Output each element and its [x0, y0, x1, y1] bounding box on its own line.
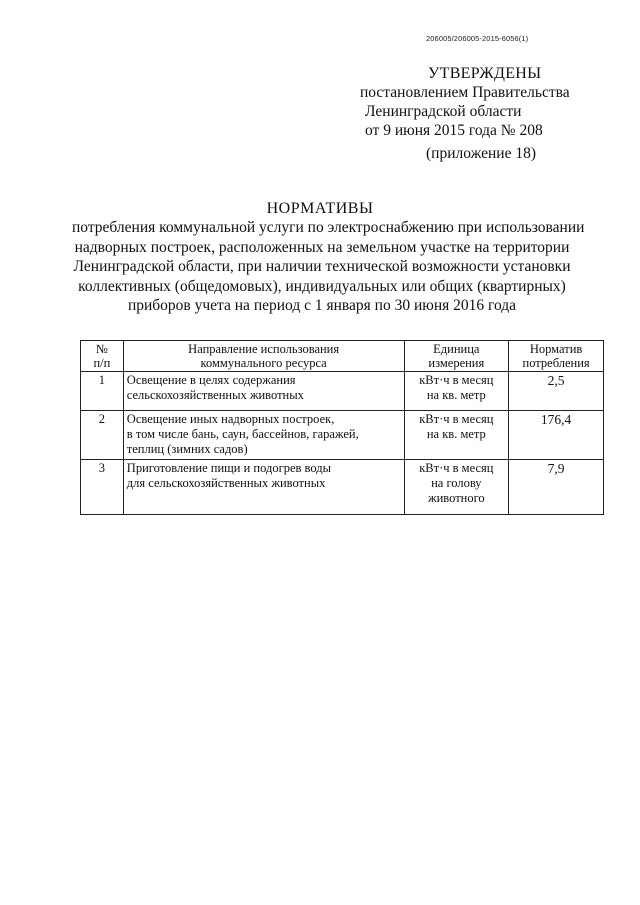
row-norm: 7,9	[509, 460, 604, 515]
table-row	[81, 372, 604, 411]
row-direction: Приготовление пищи и подогрев воды для сельскохозяйственных животных	[123, 460, 404, 515]
approval-appendix: (приложение 18)	[426, 145, 536, 162]
subtitle-line: коллективных (общедомовых), индивидуальных или общих (квартирных)	[78, 277, 566, 295]
approval-stamp	[360, 64, 600, 163]
approval-heading: УТВЕРЖДЕНЫ	[428, 65, 542, 82]
table-row	[81, 460, 604, 515]
row-direction: Освещение иных надворных построек, в том числе бань, саун, бассейнов, гаражей, теплиц (зимних садов)	[123, 411, 404, 460]
document-title: НОРМАТИВЫ	[266, 200, 374, 217]
subtitle-line: Ленинградской области, при наличии технической возможности установки	[73, 258, 571, 275]
row-norm: 176,4	[509, 411, 604, 460]
document-subtitle	[72, 218, 585, 316]
approval-region: Ленинградской области	[365, 103, 522, 120]
subtitle-line: потребления коммунальной услуги по электроснабжению при использовании	[72, 219, 585, 236]
document-id: 206005/206005-2015-6056(1)	[426, 34, 529, 43]
row-num: 3	[81, 460, 124, 515]
header-direction: Направление использования коммунального ресурса	[123, 341, 404, 372]
header-num: № п/п	[81, 341, 124, 372]
row-unit: кВт·ч в месяц на голову животного	[404, 460, 509, 515]
header-unit: Единица измерения	[404, 341, 509, 372]
norms-table	[80, 340, 604, 515]
row-norm: 2,5	[509, 372, 604, 411]
row-unit: кВт·ч в месяц на кв. метр	[404, 411, 509, 460]
row-num: 2	[81, 411, 124, 460]
table-header-row	[81, 341, 604, 372]
subtitle-line: приборов учета на период с 1 января по 30 июня 2016 года	[127, 297, 517, 314]
header-norm: Норматив потребления	[509, 341, 604, 372]
table-row	[81, 411, 604, 460]
subtitle-line: надворных построек, расположенных на земельном участке на территории	[74, 238, 570, 256]
approval-date-number: от 9 июня 2015 года № 208	[365, 122, 543, 139]
row-direction: Освещение в целях содержания сельскохозяйственных животных	[123, 372, 404, 411]
approval-authority: постановлением Правительства	[360, 84, 570, 101]
row-unit: кВт·ч в месяц на кв. метр	[404, 372, 509, 411]
row-num: 1	[81, 372, 124, 411]
